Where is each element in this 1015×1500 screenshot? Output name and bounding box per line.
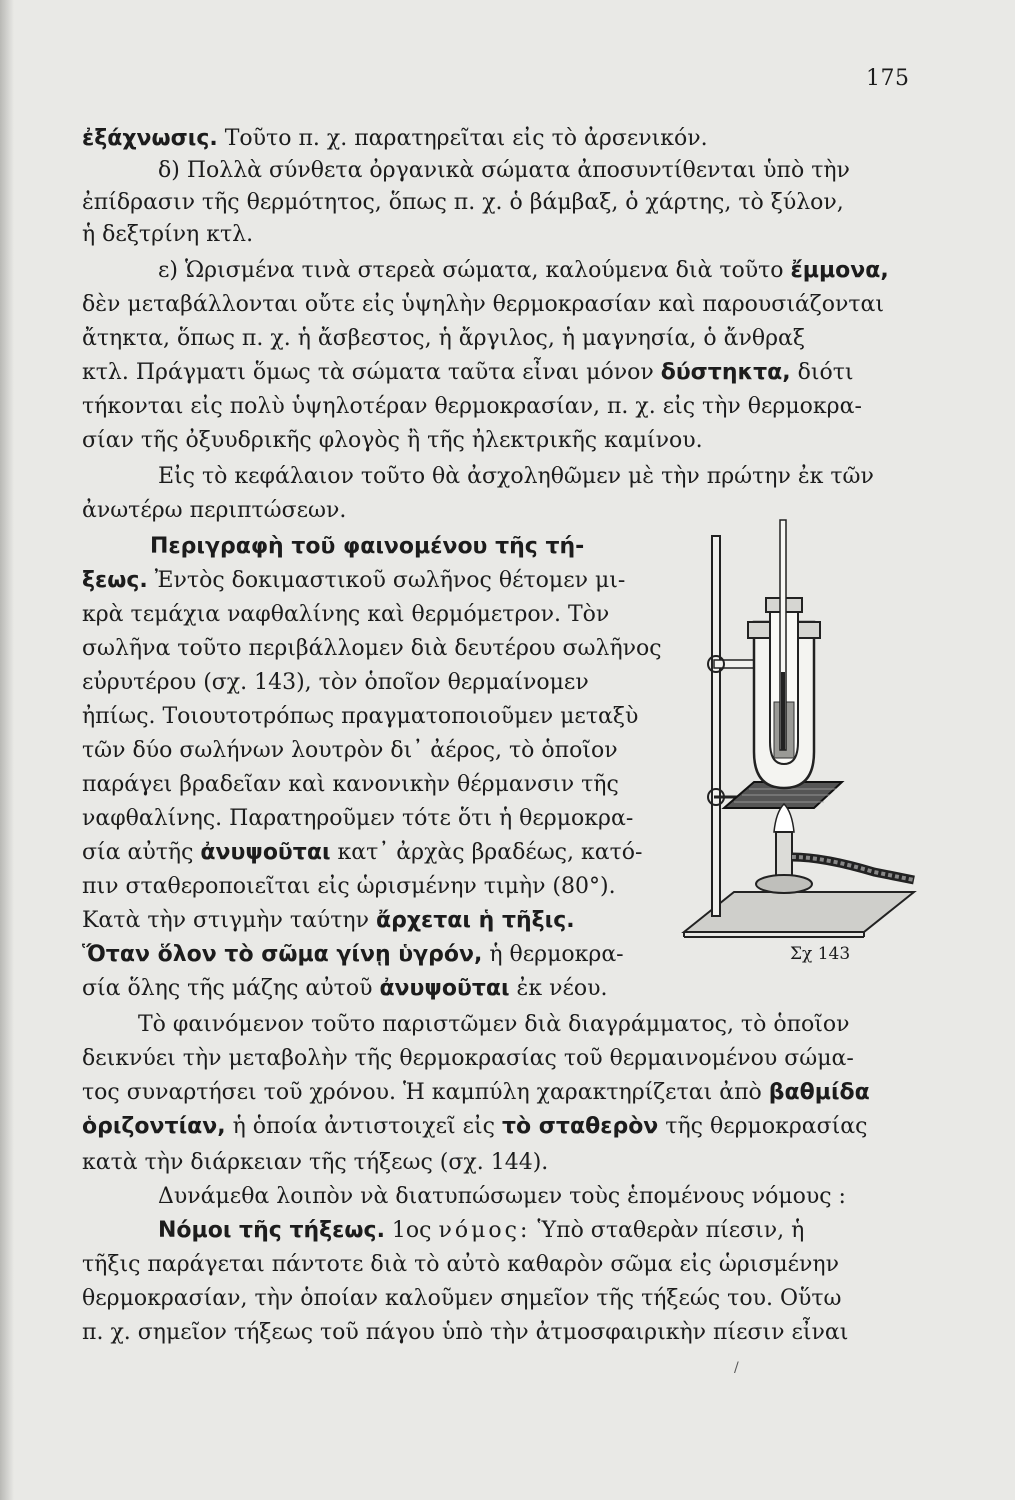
line-text: ἡ θερμοκρα- — [482, 942, 624, 967]
bold-term: ἄρχεται ἡ τῆξις. — [375, 908, 575, 933]
text-line: πιν σταθεροποιεῖται εἰς ὡρισμένην τιμὴν (80°). — [82, 874, 616, 899]
heading-text: Περιγραφὴ τοῦ φαινομένου τῆς τή- — [150, 534, 585, 559]
text-line: σίαν τῆς ὀξυυδρικῆς φλογὸς ἢ τῆς ἠλεκτρικῆς καμίνου. — [82, 428, 703, 453]
line-text: σία αὐτῆς — [82, 840, 201, 865]
text-line — [158, 258, 889, 288]
text-line: τῶν δύο σωλήνων λουτρὸν δι᾽ ἀέρος, τὸ ὁποῖον — [82, 738, 618, 763]
page-number: 175 — [866, 66, 910, 91]
line-text: διότι — [790, 360, 854, 385]
text-line — [82, 568, 625, 598]
section-heading — [150, 534, 584, 564]
burner-base — [756, 875, 812, 893]
text-line: δὲν μεταβάλλονται οὔτε εἰς ὑψηλὴν θερμοκρασίαν καὶ παρουσιάζονται — [82, 292, 885, 317]
line-text: κτλ. Πράγματι ὅμως τὰ σώματα ταῦτα εἶναι μόνον — [82, 360, 661, 385]
text-line: ναφθαλίνης. Παρατηροῦμεν τότε ὅτι ἡ θερμοκρα- — [82, 806, 634, 831]
text-line: τήκονται εἰς πολὺ ὑψηλοτέραν θερμοκρασίαν, π. χ. εἰς τὴν θερμοκρα- — [82, 394, 862, 419]
pencil-mark: / — [734, 1360, 739, 1376]
text-line — [82, 976, 608, 1006]
line-text: σία ὅλης τῆς μάζης αὐτοῦ — [82, 976, 380, 1001]
text-line: εὐρυτέρου (σχ. 143), τὸν ὁποῖον θερμαίνομεν — [82, 670, 589, 695]
text-line — [82, 126, 708, 156]
bold-term: δύστηκτα, — [660, 360, 791, 385]
bold-term: βαθμίδα — [768, 1080, 870, 1105]
text-line: Δυνάμεθα λοιπὸν νὰ διατυπώσωμεν τοὺς ἑπομένους νόμους : — [158, 1184, 846, 1209]
text-line: τῆξις παράγεται πάντοτε διὰ τὸ αὐτὸ καθαρὸν σῶμα εἰς ὡρισμένην — [82, 1252, 839, 1277]
text-line — [82, 908, 575, 938]
bold-term: ἀνυψοῦται — [379, 976, 510, 1001]
bold-term: ἀνυψοῦται — [200, 840, 331, 865]
spaced-term: νόμος: — [438, 1218, 531, 1243]
figure-143-illustration — [674, 512, 924, 942]
text-line: σωλῆνα τοῦτο περιβάλλομεν διὰ δευτέρου σωλῆνος — [82, 636, 662, 661]
line-text: Ὑπὸ σταθερὰν πίεσιν, ἡ — [530, 1218, 805, 1243]
text-line: Τὸ φαινόμενον τοῦτο παριστῶμεν διὰ διαγράμματος, τὸ ὁποῖον — [138, 1012, 850, 1037]
line-text: 1ος — [384, 1218, 439, 1243]
text-line — [82, 1114, 867, 1144]
text-line: π. χ. σημεῖον τήξεως τοῦ πάγου ὑπὸ τὴν ἀτμοσφαιρικὴν πίεσιν εἶναι — [82, 1320, 849, 1345]
page-binding-shadow — [0, 0, 14, 1500]
text-line — [82, 360, 854, 390]
bold-term: ἐξάχνωσις. — [82, 126, 218, 151]
text-line — [158, 1218, 804, 1248]
text-line: κατὰ τὴν διάρκειαν τῆς τήξεως (σχ. 144). — [82, 1150, 549, 1175]
text-line: ἄτηκτα, ὅπως π. χ. ἡ ἄσβεστος, ἡ ἄργιλος, ἡ μαγνησία, ὁ ἄνθραξ — [82, 326, 805, 351]
text-line: ἠπίως. Τοιουτοτρόπως πραγματοποιοῦμεν μεταξὺ — [82, 704, 639, 729]
bold-term: ξεως. — [82, 568, 148, 593]
text-line: δ) Πολλὰ σύνθετα ὀργανικὰ σώματα ἀποσυντίθενται ὑπὸ τὴν — [158, 158, 850, 183]
line-text: ἐκ νέου. — [509, 976, 608, 1001]
line-text: ἡ ὁποία ἀντιστοιχεῖ εἰς — [225, 1114, 502, 1139]
bold-term: Νόμοι τῆς τήξεως. — [158, 1218, 385, 1243]
text-line: δεικνύει τὴν μεταβολὴν τῆς θερμοκρασίας τοῦ θερμαινομένου σώμα- — [82, 1046, 854, 1071]
line-text: κατ᾽ ἀρχὰς βραδέως, κατό- — [330, 840, 643, 865]
text-line: ἀνωτέρω περιπτώσεων. — [82, 498, 347, 523]
text-line: ἐπίδρασιν τῆς θερμότητος, ὅπως π. χ. ὁ βάμβαξ, ὁ χάρτης, τὸ ξύλον, — [82, 190, 844, 215]
line-text: τος συναρτήσει τοῦ χρόνου. Ἡ καμπύλη χαρακτηρίζεται ἀπὸ — [82, 1080, 769, 1105]
line-text: Τοῦτο π. χ. παρατηρεῖται εἰς τὸ ἀρσενικόν. — [217, 126, 708, 151]
bold-term: Ὅταν ὅλον τὸ σῶμα γίνῃ ὑγρόν, — [82, 942, 483, 967]
bunsen-burner — [776, 832, 792, 880]
text-line: παράγει βραδεῖαν καὶ κανονικὴν θέρμανσιν τῆς — [82, 772, 619, 797]
bold-term: ἔμμονα, — [790, 258, 889, 283]
text-line: ἡ δεξτρίνη κτλ. — [82, 222, 254, 247]
text-line: κρὰ τεμάχια ναφθαλίνης καὶ θερμόμετρον. Τὸν — [82, 602, 610, 627]
line-text: Κατὰ τὴν στιγμὴν ταύτην — [82, 908, 376, 933]
text-line: Εἰς τὸ κεφάλαιον τοῦτο θὰ ἀσχοληθῶμεν μὲ τὴν πρώτην ἐκ τῶν — [158, 464, 874, 489]
stand-rod — [712, 536, 720, 916]
text-line: θερμοκρασίαν, τὴν ὁποίαν καλοῦμεν σημεῖον τῆς τήξεώς του. Οὕτω — [82, 1286, 842, 1311]
text-line — [82, 840, 642, 870]
bold-term: τὸ σταθερὸν — [501, 1114, 659, 1139]
thermometer-column — [781, 672, 785, 750]
line-text: τῆς θερμοκρασίας — [658, 1114, 868, 1139]
line-text: Ἐντὸς δοκιμαστικοῦ σωλῆνος θέτομεν μι- — [147, 568, 626, 593]
text-line — [82, 1080, 870, 1110]
text-line — [82, 942, 624, 972]
figure-caption: Σχ 143 — [790, 944, 851, 964]
line-text: ε) Ὡρισμένα τινὰ στερεὰ σώματα, καλούμενα διὰ τοῦτο — [158, 258, 791, 283]
bold-term: ὁριζοντίαν, — [82, 1114, 226, 1139]
